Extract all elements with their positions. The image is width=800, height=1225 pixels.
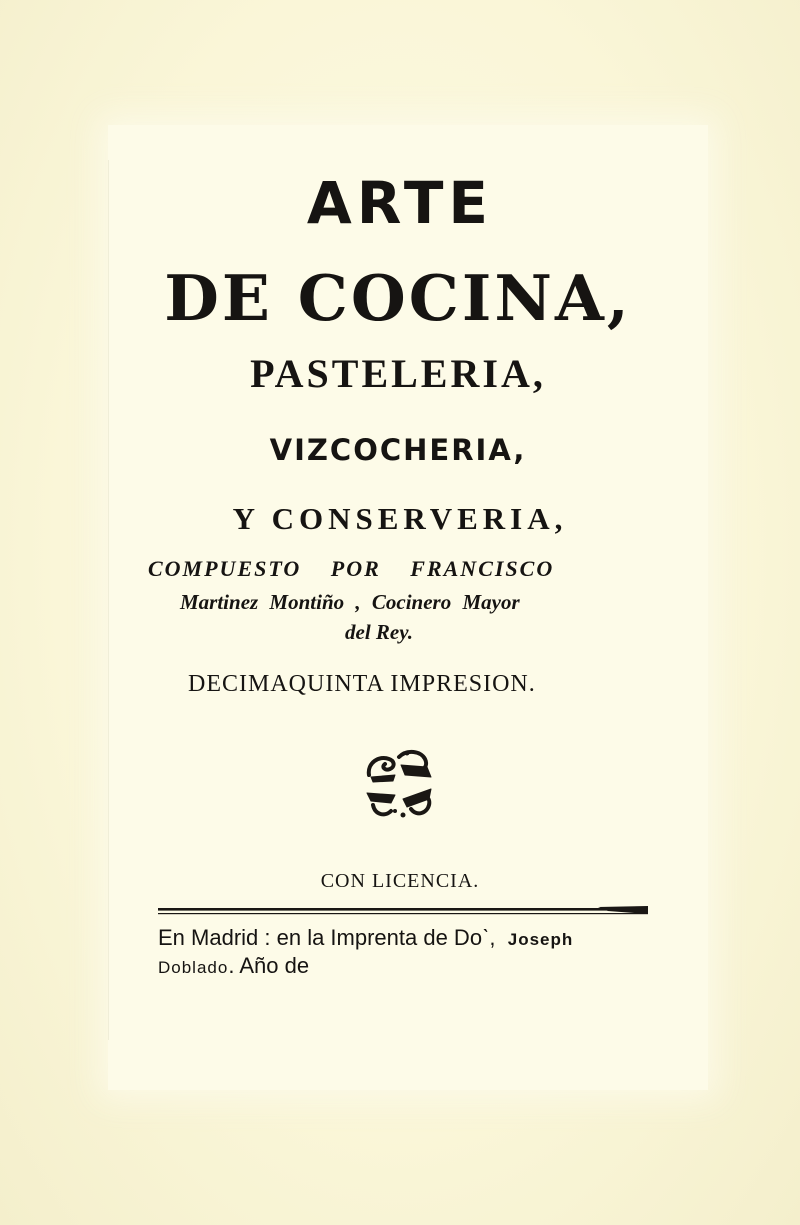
imprint-line-2 bbox=[158, 952, 558, 982]
title-pasteleria: PASTELERIA, bbox=[250, 351, 546, 396]
author-line-1: COMPUESTO POR FRANCISCO bbox=[148, 556, 555, 581]
license-statement: CON LICENCIA. bbox=[320, 870, 480, 892]
imprint-year-label: . Año de bbox=[228, 953, 310, 978]
title-vizcocheria: VIZCOCHERIA, bbox=[269, 433, 527, 467]
imprint-place-printer: En Madrid : en la Imprenta de Do bbox=[158, 925, 483, 950]
title-arte: ARTE bbox=[306, 169, 494, 237]
double-rule bbox=[158, 906, 648, 920]
imprint-printer-surname: Doblado bbox=[158, 958, 229, 977]
imprint-printer-name: Joseph bbox=[507, 930, 574, 949]
title-de-cocina: DE COCINA, bbox=[164, 261, 632, 335]
page-edge bbox=[108, 160, 109, 1040]
title-conserveria: Y CONSERVERIA, bbox=[232, 501, 568, 536]
edition-statement: DECIMAQUINTA IMPRESION. bbox=[188, 671, 536, 697]
imprint-line-1: En Madrid : en la Imprenta de Doˋ, Joseph bbox=[158, 925, 574, 950]
author-line-2: Martinez Montiño , Cocinero Mayor bbox=[180, 590, 520, 614]
author-line-3: del Rey. bbox=[345, 620, 414, 644]
printers-ornament-icon bbox=[355, 745, 445, 825]
